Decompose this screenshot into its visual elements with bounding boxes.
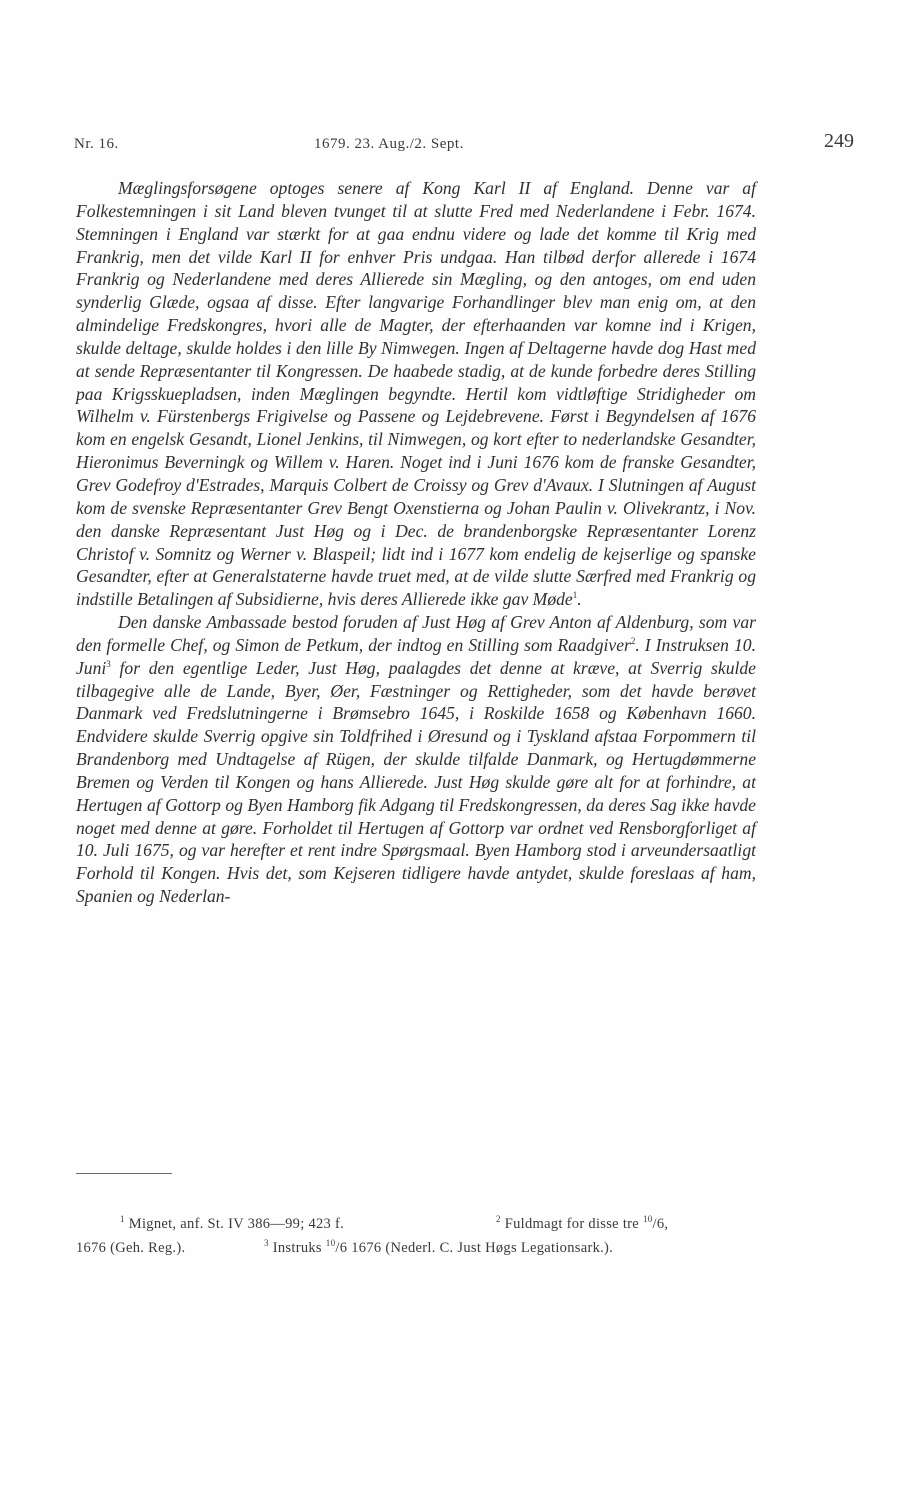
footnote-ref-1: 1 [572,590,578,601]
footnote-3-text: Instruks [272,1240,326,1256]
footnote-2-date-num: 10 [642,1214,653,1225]
footnote-line-2 [76,1236,766,1260]
footnote-2-date-den: /6, [652,1216,669,1232]
footnote-line-1 [76,1212,766,1236]
footnote-2 [496,1212,668,1236]
footnote-3-date-den: /6 [335,1240,348,1256]
footnote-divider [76,1173,172,1174]
footnote-2-number: 2 [496,1214,501,1225]
page-number: 249 [824,130,854,152]
running-head [74,130,854,158]
paragraph-2 [76,611,756,908]
footnote-3-date-num: 10 [325,1238,336,1249]
footnote-ref-2: 2 [630,636,636,647]
paragraph-1-end: . [577,589,582,610]
footnote-ref-3: 3 [106,658,111,669]
document-number: Nr. 16. [74,136,119,152]
footnotes [76,1212,766,1260]
footnote-2-continued: 1676 (Geh. Reg.). [76,1240,186,1256]
footnote-1 [120,1212,344,1236]
paragraph-2-text-c: for den egentlige Leder, Just Høg, paalagdes det denne at kræve, at Sverrig skulde tilbagegive alle de Lande, Byer, Øer, Fæstninger og Rettigheder, som det havde berøvet Danmark ved Fredslutningerne i Brømsebro 1645, i Roskilde 1658 og København 1660. Endvidere skulde Sverrig opgive sin Toldfrihed i Øresund og i Tyskland afstaa Forpommern til Brandenborg med Undtagelse af Rügen, der skulde tilfalde Danmark, og Hertugdømmerne Bremen og Verden til Kongen og hans Allierede. Just Høg skulde gøre alt for at forhindre, at Hertugen af Gottorp og Byen Hamborg fik Adgang til Fredskongressen, da deres Sag ikke havde noget med denne at gøre. Forholdet til Hertugen af Gottorp var ordnet ved Rensborgforliget af 10. Juli 1675, og var herefter et rent indre Spørgsmaal. Byen Hamborg stod i arveundersaatligt Forhold til Kongen. Hvis det, som Kejseren tidligere havde antydet, skulde foreslaas af ham, Spanien og Nederlan- [76,657,756,907]
footnote-3-rest: 1676 (Nederl. C. Just Høgs Legationsark.). [347,1240,614,1256]
footnote-3 [264,1236,613,1260]
date-range-heading: 1679. 23. Aug./2. Sept. [314,136,464,152]
footnote-1-text: Mignet, anf. St. IV 386—99; 423 f. [128,1216,345,1232]
footnote-3-number: 3 [264,1238,269,1249]
main-text [76,177,756,908]
footnote-2-text: Fuldmagt for disse tre [504,1216,643,1232]
footnote-1-number: 1 [120,1214,125,1225]
paragraph-2-text-a: Den danske Ambassade bestod foruden af Just Høg af Grev Anton af Aldenburg, som var den formelle Chef, og Simon de Petkum, der indtog en Stilling som Raadgiver [76,612,756,655]
paragraph-1 [76,177,756,611]
paragraph-1-text: Mæglingsforsøgene optoges senere af Kong Karl II af England. Denne var af Folkestemningen i sit Land bleven tvunget til at slutte Fred med Nederlandene i Febr. 1674. Stemningen i England var stærkt for at gaa endnu videre og lade det komme til Krig med Frankrig, men det vilde Karl II for enhver Pris undgaa. Han tilbød derfor allerede i 1674 Frankrig og Nederlandene med deres Allierede sin Mægling, og den antoges, om end uden synderlig Glæde, ogsaa af disse. Efter langvarige Forhandlinger blev man enig om, at den almindelige Fredskongres, hvori alle de Magter, der efterhaanden var komne ind i Krigen, skulde deltage, skulde holdes i den lille By Nimwegen. Ingen af Deltagerne havde dog Hast med at sende Repræsentanter til Kongressen. De haabede stadig, at de kunde forbedre deres Stilling paa Krigsskuepladsen, inden Mæglingen begyndte. Hertil kom vidtløftige Stridigheder om Wilhelm v. Fürstenbergs Frigivelse og Passene og Lejdebrevene. Først i Begyndelsen af 1676 kom en engelsk Gesandt, Lionel Jenkins, til Nimwegen, og kort efter to nederlandske Gesandter, Hieronimus Beverningk og Willem v. Haren. Noget ind i Juni 1676 kom de franske Gesandter, Grev Godefroy d'Estrades, Marquis Colbert de Croissy og Grev d'Avaux. I Slutningen af August kom de svenske Repræsentanter Grev Bengt Oxenstierna og Johan Paulin v. Olivekrantz, i Nov. den danske Repræsentant Just Høg og i Dec. de brandenborgske Repræsentanter Lorenz Christof v. Somnitz og Werner v. Blaspeil; lidt ind i 1677 kom endelig de kejserlige og spanske Gesandter, efter at Generalstaterne havde truet med, at de vilde slutte Særfred med Frankrig og indstille Betalingen af Subsidierne, hvis deres Allierede ikke gav Møde [76,178,756,610]
paragraph-2-text-b: . I Instruksen 10. Juni [76,634,756,678]
